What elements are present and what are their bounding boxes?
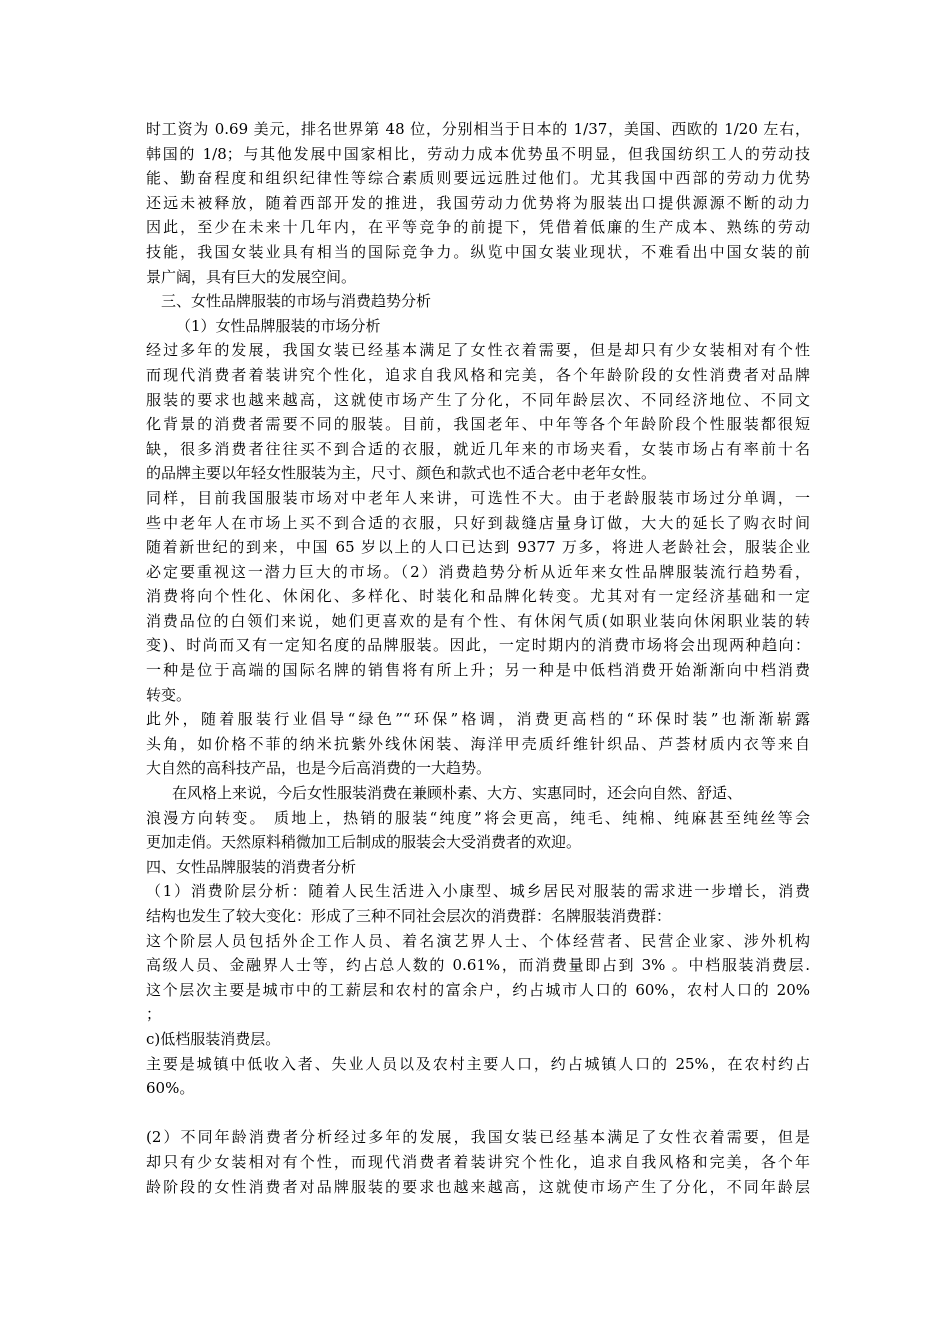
text-line: 消费品位的白领们来说，她们更喜欢的是有个性、有休闲气质(如职业装向休闲职业装的转 <box>146 611 810 630</box>
text-line: 浪漫方向转变。 质地上，热销的服装“纯度”将会更高，纯毛、纯棉、纯麻甚至纯丝等会 <box>146 808 810 827</box>
text-line: 转变。 <box>146 685 192 704</box>
text-line: 变)、时尚而又有一定知名度的品牌服装。因此，一定时期内的消费市场将会出现两种趋向： <box>146 636 810 655</box>
text-line: (2）不同年龄消费者分析经过多年的发展，我国女装已经基本满足了女性衣着需要，但是 <box>146 1128 810 1147</box>
text-line: 在风格上来说，今后女性服装消费在兼顾朴素、大方、实惠同时，还会向自然、舒适、 <box>172 784 743 803</box>
text-line: 景广阔，具有巨大的发展空间。 <box>146 267 357 286</box>
text-line: 更加走俏。天然原料稍微加工后制成的服装会大受消费者的欢迎。 <box>146 833 582 852</box>
text-line: 技能，我国女装业具有相当的国际竞争力。纵览中国女装业现状，不难看出中国女装的前 <box>146 242 810 261</box>
text-line: 同样，目前我国服装市场对中老年人来讲，可选性不大。由于老龄服装市场过分单调，一 <box>146 488 810 507</box>
text-line: 缺，很多消费者往往买不到合适的衣服，就近几年来的市场夹看，女装市场占有率前十名 <box>146 439 810 458</box>
text-line: 随着新世纪的到来，中国 65 岁以上的人口已达到 9377 万多，将进人老龄社会，服装企业 <box>146 538 810 557</box>
text-line: 因此，至少在未来十几年内，在平等竞争的前提下，凭借着低廉的生产成本、熟练的劳动 <box>146 218 810 237</box>
text-line: 主要是城镇中低收入者、失业人员以及农村主要人口，约占城镇人口的 25%，在农村约占 <box>146 1054 810 1073</box>
text-line: 经过多年的发展，我国女装已经基本满足了女性衣着需要，但是却只有少女装相对有个性 <box>146 341 810 360</box>
text-line: 60%。 <box>146 1079 195 1098</box>
text-line: 能、勤奋程度和组织纪律性等综合素质则要远远胜过他们。尤其我国中西部的劳动力优势 <box>146 169 810 188</box>
text-line: ； <box>146 1005 162 1024</box>
section-heading: 四、女性品牌服装的消费者分析 <box>146 857 357 876</box>
document-body <box>146 117 810 1199</box>
text-line: 韩国的 1/8；与其他发展中国家相比，劳动力成本优势虽不明显，但我国纺织工人的劳动技 <box>146 144 810 163</box>
text-line: 大自然的高科技产品，也是今后高消费的一大趋势。 <box>146 759 492 778</box>
text-line: 还远未被释放，随着西部开发的推进，我国劳动力优势将为服装出口提供源源不断的动力 <box>146 193 810 212</box>
text-line: 这个层次主要是城市中的工薪层和农村的富余户，约占城市人口的 60%，农村人口的 20% <box>146 980 810 999</box>
text-line: 这个阶层人员包括外企工作人员、着名演艺界人士、个体经营者、民营企业家、涉外机构 <box>146 931 810 950</box>
text-line: 一种是位于高端的国际名牌的销售将有所上升；另一种是中低档消费开始渐渐向中档消费 <box>146 661 810 680</box>
text-line: 此外，随着服装行业倡导“绿色”“环保”格调，消费更高档的“环保时装”也渐渐崭露 <box>146 710 810 729</box>
text-line: 化背景的消费者需要不同的服装。目前，我国老年、中年等各个年龄阶段个性服装都很短 <box>146 415 810 434</box>
text-line: 消费将向个性化、休闲化、多样化、时装化和品牌化转变。尤其对有一定经济基础和一定 <box>146 587 810 606</box>
section-heading: 三、女性品牌服装的市场与消费趋势分析 <box>161 292 432 311</box>
blank-line <box>146 1101 810 1126</box>
text-line: 龄阶段的女性消费者对品牌服装的要求也越来越高，这就使市场产生了分化，不同年龄层 <box>146 1177 810 1196</box>
text-line: 结构也发生了较大变化：形成了三种不同社会层次的消费群：名牌服装消费群： <box>146 907 672 925</box>
text-line: （1）消费阶层分析：随着人民生活进入小康型、城乡居民对服装的需求进一步增长，消费 <box>146 882 810 901</box>
text-line: c)低档服装消费层。 <box>146 1029 281 1048</box>
text-line: 服装的要求也越来越高，这就使市场产生了分化，不同年龄层次、不同经济地位、不同文 <box>146 390 810 409</box>
text-line: 而现代消费者着装讲究个性化，追求自我风格和完美，各个年龄阶段的女性消费者对品牌 <box>146 365 810 384</box>
subsection-heading: （1）女性品牌服装的市场分析 <box>176 316 381 335</box>
text-line: 高级人员、金融界人士等，约占总人数的 0.61%，而消费量即占到 3% 。中档服装消费层. <box>146 956 810 975</box>
text-line: 时工资为 0.69 美元，排名世界第 48 位，分别相当于日本的 1/37，美国、西欧的 1/20 左右， <box>146 120 810 138</box>
text-line: 些中老年人在市场上买不到合适的衣服，只好到裁缝店量身订做，大大的延长了购衣时间 <box>146 513 810 532</box>
text-line: 的品牌主要以年轻女性服装为主，尺寸、颜色和款式也不适合老中老年女性。 <box>146 464 657 483</box>
text-line: 却只有少女装相对有个性，而现代消费者着装讲究个性化，追求自我风格和完美，各个年 <box>146 1152 810 1171</box>
text-line: 必定要重视这一潜力巨大的市场。（2）消费趋势分析从近年来女性品牌服装流行趋势看， <box>146 562 810 581</box>
text-line: 头角，如价格不菲的纳米抗紫外线休闲装、海洋甲壳质纤维针织品、芦荟材质内衣等来自 <box>146 734 810 753</box>
